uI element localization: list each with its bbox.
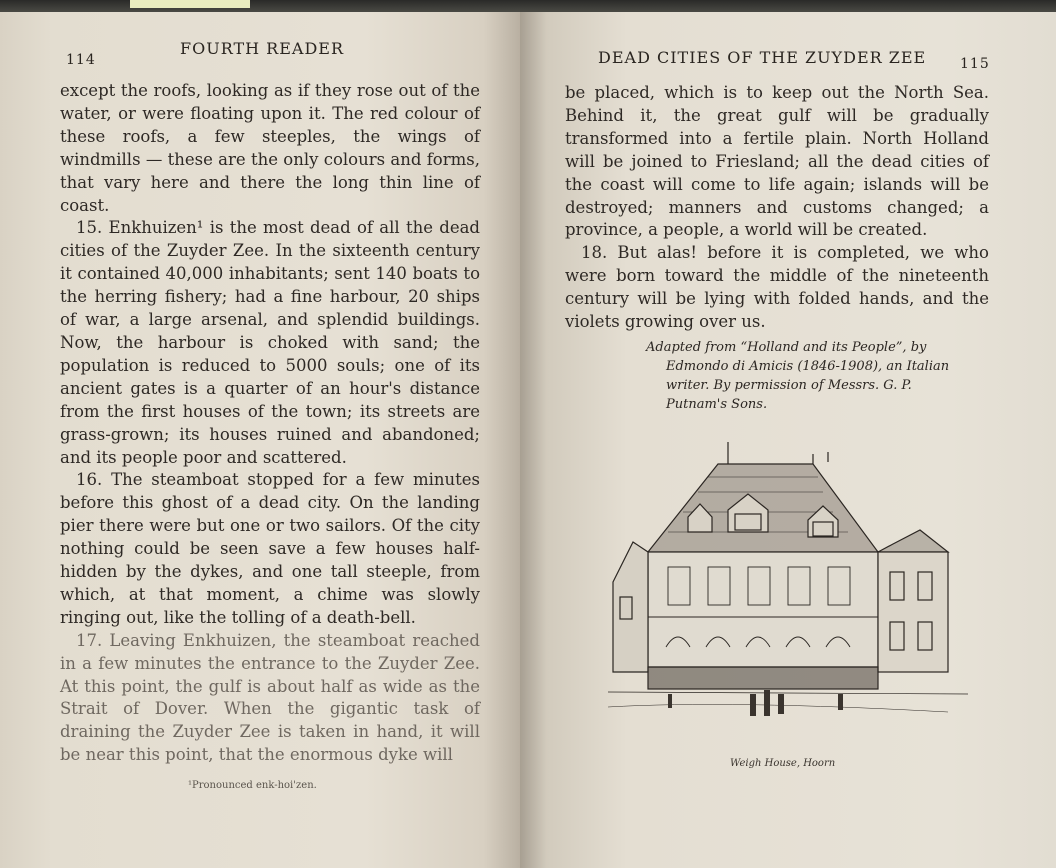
weigh-house-illustration: [608, 432, 968, 752]
page-number: 114: [66, 52, 96, 68]
attribution-line: Putnam's Sons.: [666, 397, 768, 412]
right-body-text: [565, 82, 989, 334]
paragraph: 18. But alas! before it is completed, we who were born toward the middle of the nineteenth century will be lying with folded hands, and the violets growing over us.: [565, 243, 989, 332]
running-title: FOURTH READER: [180, 39, 345, 58]
attribution-line: Edmondo di Amicis (1846-1908), an Italian: [666, 359, 950, 374]
sticky-note-tab: [130, 0, 250, 8]
table-background: [0, 0, 1056, 12]
running-title: DEAD CITIES OF THE ZUYDER ZEE: [598, 48, 927, 67]
paragraph: 16. The steamboat stopped for a few minutes before this ghost of a dead city. On the landing pier there were but one or two sailors. Of the city nothing could be seen save a few houses half-hidden by the dykes, and one tall steeple, from which, at that moment, a chime was slowly ringing out, like the tolling of a death-bell.: [60, 470, 480, 627]
illustration-caption: Weigh House, Hoorn: [730, 758, 836, 769]
paragraph: be placed, which is to keep out the North Sea. Behind it, the great gulf will be gradually transformed into a fertile plain. North Holland will be joined to Friesland; all the dead cities of the coast will come to life again; islands will be destroyed; manners and customs changed; a province, a people, a world will be created.: [565, 83, 989, 240]
attribution: [646, 338, 978, 414]
attribution-line: writer. By permission of Messrs. G. P.: [666, 378, 912, 393]
paragraph: 17. Leaving Enkhuizen, the steamboat reached in a few minutes the entrance to the Zuyder Zee. At this point, the gulf is about half as wide as the Strait of Dover. When the gigantic task of draining the Zuyder Zee is taken in hand, it will be near this point, that the enormous dyke will: [60, 630, 480, 765]
page-number: 115: [960, 56, 990, 72]
left-page: [0, 12, 520, 868]
attribution-line: Adapted from “Holland and its People”, by: [646, 340, 927, 355]
paragraph: except the roofs, looking as if they rose out of the water, or were floating upon it. The red colour of these roofs, a few steeples, the wings of windmills — these are the only colours and forms, that vary here and there the long thin line of coast.: [60, 81, 480, 215]
footnote: ¹Pronounced enk-hoi'zen.: [188, 780, 317, 791]
left-body-text: [60, 80, 480, 767]
paragraph: 15. Enkhuizen¹ is the most dead of all the dead cities of the Zuyder Zee. In the sixteenth century it contained 40,000 inhabitants; sent 140 boats to the herring fishery; had a fine harbour, 20 ships of war, a large arsenal, and splendid buildings. Now, the harbour is choked with sand; the population is reduced to 5000 souls; one of its ancient gates is a quarter of an hour's distance from the first houses of the town; its streets are grass-grown; its houses ruined and abandoned; and its people poor and scattered.: [60, 218, 480, 467]
right-page: [520, 12, 1056, 868]
